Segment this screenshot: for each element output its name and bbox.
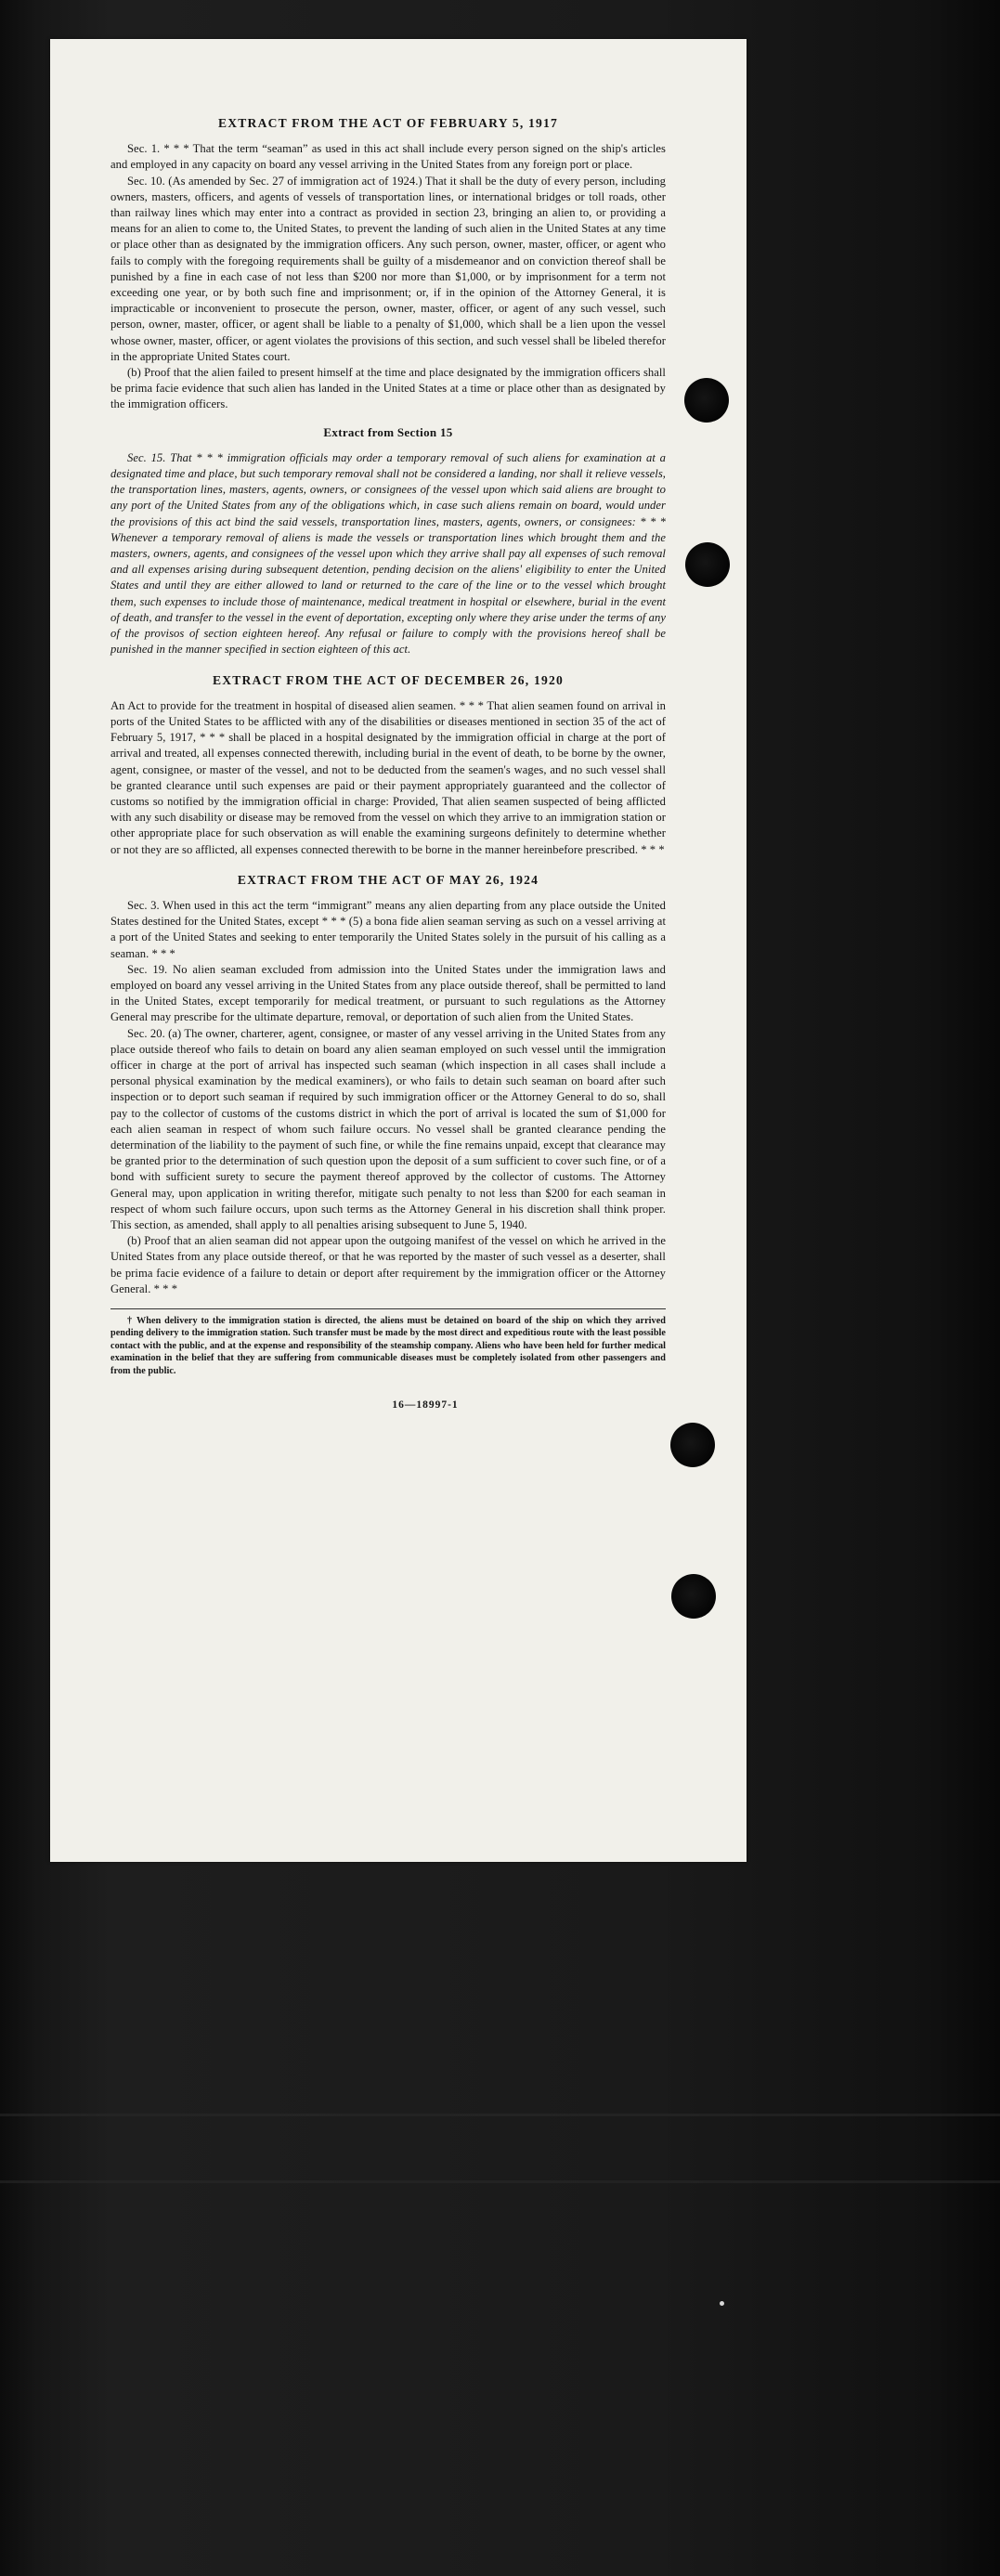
scan-artifact-line — [0, 2114, 1000, 2116]
subheading-section-15: Extract from Section 15 — [323, 424, 453, 439]
paragraph-sec-20-a: Sec. 20. (a) The owner, charterer, agent, consignee, or master of any vessel arriving in the United States from any place outside thereof who fails to detain on board any alien seaman employed on such vessel until the immigration officer in charge at the port of arrival has inspected such seaman (which inspection in all cases shall include a personal physical examination by the medical examiners), or who fails to detain such seaman on board after such inspection or to deport such seaman if required by such immigration officer or the Attorney General to do so, shall pay to the collector of customs of the customs district in which the port of arrival is located the sum of $1,000 for each alien seaman in respect of whom such failure occurs. No vessel shall be granted clearance pending the determination of the liability to the payment of such fine, or while the fine remains unpaid, except that clearance may be granted prior to the determination of such question upon the deposit of a sum sufficient to cover such fine, or of a bond with sufficient surety to secure the payment thereof approved by the collector of customs. The Attorney General may, upon application in writing therefor, mitigate such penalty to not less than $200 for each seaman in respect of whom such failure occurs, upon such terms as the Attorney General in his discretion shall think proper. This section, as amended, shall apply to all penalties arising subsequent to June 5, 1940. — [110, 1026, 666, 1231]
document-body — [110, 115, 666, 1413]
paragraph-sec-3: Sec. 3. When used in this act the term “immigrant” means any alien departing from any place outside the United States destined for the United States, except * * * (5) a bona fide alien seaman serving as such on a vessel arriving at a port of the United States and seeking to enter temporarily the United States solely in the pursuit of his calling as a seaman. * * * — [110, 898, 666, 960]
document-page — [50, 39, 747, 1862]
footnote: † When delivery to the immigration station is directed, the aliens must be detained on board of the ship on which they arrived pending delivery to the immigration station. Such transfer must be made by the most direct and expeditious route with the least possible contact with the public, and at the expense and responsibility of the steamship company. Aliens who have been held for further medical examination in the belief that they are suffering from communicable diseases must be completely isolated from other passengers and from the public. — [110, 1316, 666, 1376]
footnote-divider — [110, 1308, 666, 1309]
section-heading-may-1924: EXTRACT FROM THE ACT OF MAY 26, 1924 — [237, 872, 539, 887]
paragraph-sec-15: Sec. 15. That * * * immigration officials may order a temporary removal of such aliens for examination at a designated time and place, but such temporary removal shall not be considered a landing, nor shall it relieve vessels, the transportation lines, masters, agents, owners, or consignees of the vessel upon which said aliens are brought to any port of the United States from any of the obligations which, in case such aliens remain on board, would under the provisions of this act bind the said vessels, transportation lines, masters, agents, owners, or consignees: * * * Whenever a temporary removal of aliens is made the vessels or transportation lines which brought them and the masters, owners, agents, and consignees of the vessel upon which they arrive shall pay all expenses of such removal and all expenses arising during subsequent detention, pending decision on the aliens' eligibility to enter the United States and until they are either allowed to land or returned to the care of the line or to the vessel which brought them, such expenses to include those of maintenance, medical treatment in hospital or elsewhere, burial in the event of death, and transfer to the vessel in the event of deportation, excepting only where they arise under the terms of any of the provisos of section eighteen hereof. Any refusal or failure to comply with the provisions hereof shall be punished in the manner specified in section eighteen of this act. — [110, 450, 666, 657]
punch-hole — [684, 378, 729, 423]
paragraph-act-1920: An Act to provide for the treatment in hospital of diseased alien seamen. * * * That alien seamen found on arrival in ports of the United States to be afflicted with any of the disabilities or diseases mentioned in section 35 of the act of February 5, 1917, * * * shall be placed in a hospital designated by the immigration official in charge at the port of arrival and treated, all expenses connected therewith, including burial in the event of death, to be borne by the owner, agent, consignee, or master of the vessel, and not to be deducted from the seamen's wages, and no such vessel shall be granted clearance until such expenses are paid or their payment appropriately guaranteed and the collector of customs so notified by the immigration official in charge: Provided, That alien seamen suspected of being afflicted with any such disability or disease may be removed from the vessel on which they arrive to an immigration station or other appropriate place for such observation as will enable the examining surgeons definitely to determine whether or not they are so afflicted, all expenses connected therewith to be borne in the manner hereinbefore prescribed. * * * — [110, 698, 666, 856]
paragraph-sec-19: Sec. 19. No alien seaman excluded from admission into the United States under the immigration laws and employed on board any vessel arriving in the United States from any place outside thereof, shall be permitted to land in the United States, except temporarily for medical treatment, or pursuant to such regulations as the Attorney General may prescribe for the ultimate departure, removal, or deportation of such alien from the United States. — [110, 962, 666, 1024]
form-number: 16—18997-1 — [392, 1399, 459, 1412]
punch-hole — [685, 542, 730, 587]
punch-hole — [670, 1423, 715, 1467]
paragraph-sec-10: Sec. 10. (As amended by Sec. 27 of immigration act of 1924.) That it shall be the duty of every person, including owners, masters, officers, and agents of vessels of transportation lines, or international bridges or toll roads, other than railway lines which may enter into a contract as provided in section 23, bringing an alien to, or providing a means for an alien to come to, the United States, to prevent the landing of such alien in the United States at any time or place other than as designated by the immigration officers. Any such person, owner, master, officer, or agent who fails to comply with the foregoing requirements shall be guilty of a misdemeanor and on conviction thereof shall be punished by a fine in each case of not less than $200 nor more than $1,000, or by imprisonment for a term not exceeding one year, or by both such fine and imprisonment; or, if in the opinion of the Attorney General, it is impracticable or inconvenient to prosecute the person, owner, master, officer, or agent of any such vessel, such person, owner, master, officer, or agent shall be liable to a penalty of $1,000, which shall be a lien upon the vessel whose owner, master, officer, or agent violates the provisions of this section, and such vessel shall be libeled therefor in the appropriate United States court. — [110, 174, 666, 363]
section-heading-feb-1917: EXTRACT FROM THE ACT OF FEBRUARY 5, 1917 — [218, 116, 558, 130]
section-heading-dec-1920: EXTRACT FROM THE ACT OF DECEMBER 26, 1920 — [212, 672, 564, 687]
punch-hole — [671, 1574, 716, 1619]
scan-artifact-line — [0, 2180, 1000, 2183]
paragraph-sec-10-b: (b) Proof that the alien failed to present himself at the time and place designated by the immigration officers shall be prima facie evidence that such alien has landed in the United States at a time or place other than as designated by the immigration officers. — [110, 366, 666, 411]
dust-speck — [720, 2301, 724, 2306]
paragraph-sec-20-b: (b) Proof that an alien seaman did not appear upon the outgoing manifest of the vessel on which he arrived in the United States from any place outside thereof, or that he was reported by the master of such vessel as a deserter, shall be prima facie evidence of a failure to detain or deport after requirement by the immigration officer or the Attorney General. * * * — [110, 1234, 666, 1295]
paragraph-sec-1: Sec. 1. * * * That the term “seaman” as used in this act shall include every person signed on the ship's articles and employed in any capacity on board any vessel arriving in the United States from any foreign port or place. — [110, 142, 666, 172]
